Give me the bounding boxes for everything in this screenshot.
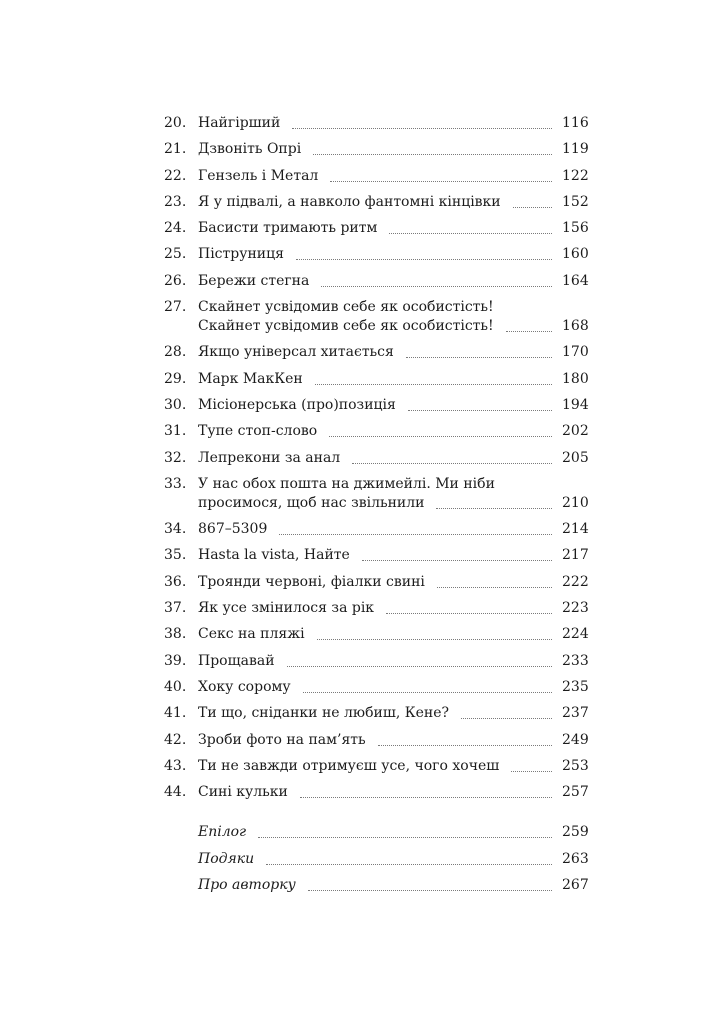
page-number: 116	[562, 115, 589, 131]
table-of-contents	[164, 114, 589, 902]
chapter-number: 23.	[164, 193, 187, 210]
chapter-number: 39.	[164, 652, 187, 669]
chapter-title: Як усе змінилося за рік	[198, 600, 375, 617]
page-number: 119	[562, 141, 589, 158]
toc-entry	[164, 546, 589, 565]
page-number: 210	[562, 494, 589, 511]
chapter-number: 22.	[164, 167, 187, 184]
toc-entry	[164, 298, 589, 336]
toc-extra-entry	[164, 823, 589, 842]
chapter-title: Марк МакКен	[198, 370, 303, 387]
chapter-number: 21.	[164, 141, 187, 158]
chapter-title: Місіонерська (про)позиція	[198, 396, 396, 413]
dot-leader	[321, 285, 552, 287]
page-number: 170	[562, 344, 589, 361]
page-number: 164	[562, 272, 589, 289]
toc-entry	[164, 114, 589, 133]
toc-entry	[164, 219, 589, 238]
page-number: 263	[562, 850, 589, 867]
toc-entry	[164, 167, 589, 186]
page-number: 222	[562, 573, 589, 590]
page-number: 267	[562, 877, 589, 894]
chapter-number: 42.	[164, 731, 187, 748]
page-number: 122	[562, 167, 589, 184]
page-number: 233	[562, 652, 589, 669]
dot-leader	[352, 462, 552, 464]
chapter-number: 40.	[164, 678, 187, 695]
page-number: 235	[562, 678, 589, 695]
dot-leader	[389, 232, 552, 234]
chapter-title: Зроби фото на пам’ять	[198, 731, 366, 748]
chapter-number: 37.	[164, 600, 187, 617]
toc-entry	[164, 573, 589, 592]
toc-entry	[164, 757, 589, 776]
toc-extra-entry	[164, 876, 589, 895]
chapter-title-line-2: просимося, щоб нас звільнили	[198, 494, 425, 511]
page-number: 194	[562, 396, 589, 413]
dot-leader	[279, 533, 552, 535]
toc-entry	[164, 245, 589, 264]
page-number: 168	[562, 318, 589, 335]
chapter-title: Hasta la vista, Найте	[198, 547, 350, 564]
dot-leader	[308, 889, 552, 891]
toc-entry	[164, 783, 589, 802]
section-title: Подяки	[198, 850, 255, 867]
toc-entry	[164, 449, 589, 468]
chapter-number: 28.	[164, 344, 187, 361]
dot-leader	[315, 383, 552, 385]
toc-entry	[164, 272, 589, 291]
toc-entry	[164, 140, 589, 159]
toc-entry	[164, 652, 589, 671]
page-number: 253	[562, 757, 589, 774]
chapter-title: Дзвоніть Опрі	[198, 141, 302, 158]
chapter-title: Прощавай	[198, 652, 275, 669]
chapter-title: Піструниця	[198, 246, 284, 263]
chapter-title: Ти не завжди отримуєш усе, чого хочеш	[198, 757, 500, 774]
page-number: 152	[562, 193, 589, 210]
dot-leader	[313, 153, 552, 155]
toc-entry	[164, 599, 589, 618]
page-number: 257	[562, 784, 589, 801]
dot-leader	[437, 586, 552, 588]
chapter-number: 26.	[164, 272, 187, 289]
chapter-number: 43.	[164, 757, 187, 774]
page-number: 249	[562, 731, 589, 748]
section-title: Про авторку	[198, 877, 296, 894]
toc-entry	[164, 475, 589, 513]
toc-entry	[164, 520, 589, 539]
page-number: 217	[562, 547, 589, 564]
page-number: 259	[562, 824, 589, 841]
chapter-title: Секс на пляжі	[198, 626, 305, 643]
chapter-number: 38.	[164, 626, 187, 643]
toc-entry	[164, 422, 589, 441]
dot-leader	[513, 206, 552, 208]
dot-leader	[292, 127, 552, 129]
chapter-title: Гензель і Метал	[198, 167, 319, 184]
chapter-title: 867–5309	[198, 521, 268, 538]
chapter-title: Ти що, сніданки не любиш, Кене?	[198, 705, 450, 722]
dot-leader	[362, 559, 552, 561]
chapter-number: 24.	[164, 220, 187, 237]
chapter-title-line-2: Скайнет усвідомив себе як особистість!	[198, 318, 494, 335]
chapter-number: 27.	[164, 299, 187, 316]
dot-leader	[511, 770, 552, 772]
dot-leader	[506, 330, 552, 332]
toc-entry	[164, 343, 589, 362]
dot-leader	[408, 409, 552, 411]
chapter-number: 35.	[164, 547, 187, 564]
dot-leader	[296, 258, 552, 260]
dot-leader	[287, 665, 552, 667]
toc-entry	[164, 396, 589, 415]
dot-leader	[378, 744, 552, 746]
chapter-title: Сині кульки	[198, 784, 288, 801]
chapter-number: 32.	[164, 449, 187, 466]
dot-leader	[406, 356, 552, 358]
dot-leader	[300, 796, 552, 798]
chapter-number: 44.	[164, 784, 187, 801]
dot-leader	[461, 717, 552, 719]
page-number: 214	[562, 521, 589, 538]
dot-leader	[266, 863, 552, 865]
dot-leader	[386, 612, 552, 614]
chapter-number: 25.	[164, 246, 187, 263]
dot-leader	[317, 638, 552, 640]
chapter-title: Бережи стегна	[198, 272, 310, 289]
chapter-title-line-1: У нас обох пошта на джимейлі. Ми ніби	[198, 475, 495, 492]
dot-leader	[303, 691, 552, 693]
page-number: 180	[562, 370, 589, 387]
page-number: 160	[562, 246, 589, 263]
toc-entry	[164, 678, 589, 697]
page-number: 237	[562, 705, 589, 722]
chapter-title: Троянди червоні, фіалки свині	[198, 573, 425, 590]
page-number: 156	[562, 220, 589, 237]
dot-leader	[258, 836, 552, 838]
chapter-number: 30.	[164, 396, 187, 413]
dot-leader	[436, 507, 552, 509]
chapter-number: 41.	[164, 705, 187, 722]
chapter-title: Я у підвалі, а навколо фантомні кінцівки	[198, 193, 501, 210]
page-number: 202	[562, 423, 589, 440]
chapter-title: Хоку сорому	[198, 678, 291, 695]
toc-entry	[164, 370, 589, 389]
chapter-number: 20.	[164, 115, 187, 131]
chapter-number: 29.	[164, 370, 187, 387]
toc-extra-entry	[164, 850, 589, 869]
chapter-title: Якщо універсал хитається	[198, 344, 394, 361]
toc-entry	[164, 625, 589, 644]
chapter-title: Найгірший	[198, 115, 281, 131]
page-number: 223	[562, 600, 589, 617]
chapter-title-line-1: Скайнет усвідомив себе як особистість!	[198, 299, 494, 316]
chapter-number: 34.	[164, 521, 187, 538]
toc-entry	[164, 704, 589, 723]
chapter-title: Лепрекони за анал	[198, 449, 341, 466]
toc-entry	[164, 193, 589, 212]
chapter-title: Тупе стоп-слово	[198, 423, 318, 440]
toc-entry	[164, 731, 589, 750]
section-title: Епілог	[198, 824, 247, 841]
dot-leader	[329, 435, 552, 437]
page-number: 224	[562, 626, 589, 643]
chapter-title: Басисти тримають ритм	[198, 220, 378, 237]
dot-leader	[330, 180, 552, 182]
page-number: 205	[562, 449, 589, 466]
chapter-number: 33.	[164, 475, 187, 492]
chapter-number: 31.	[164, 423, 187, 440]
chapter-number: 36.	[164, 573, 187, 590]
